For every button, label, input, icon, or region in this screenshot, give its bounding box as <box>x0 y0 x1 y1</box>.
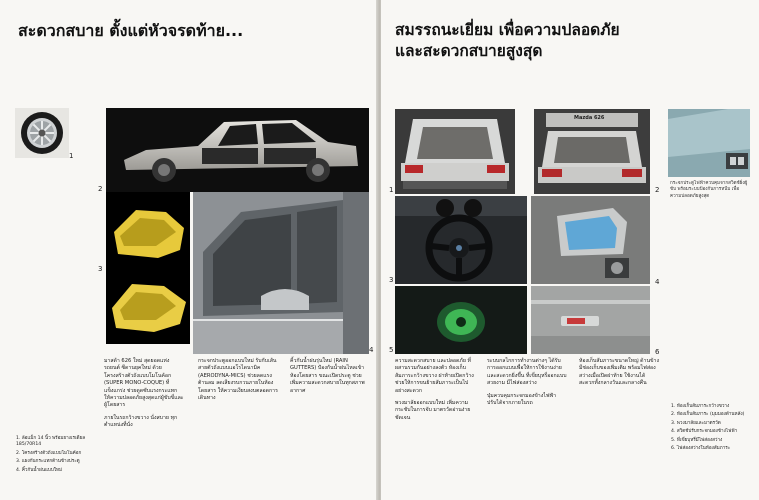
right-body-column-3: ห้องเก็บสัมภาระขนาดใหญ่ ด้านข้างมีช่องเก็บของเพิ่มเติม พร้อมไฟส่องสว่างเมื่อเปิดฝาท้าย ใช้งานได้สะดวกทั้งกลางวันและกลางคืน <box>579 358 659 387</box>
photo-number-3: 3 <box>98 265 103 273</box>
right-body-column-1: ความสะดวกสบาย และปลอดภัย ที่ผสานรวมกันอย่างลงตัว ห้องเก็บสัมภาระกว้างขวาง ฝาท้ายเปิดกว้าง ช่วยให้การขนย้ายสัมภาระเป็นไปอย่างสะดวก พวงมาลัยออกแบบใหม่ เพิ่มความกระชับในการจับ มาตรวัดอ่านง่ายชัดเจน <box>395 358 474 421</box>
model-badge: Mazda 626 <box>574 115 605 121</box>
photo-number-1: 1 <box>69 152 74 160</box>
photo-number-r4: 4 <box>655 278 660 286</box>
right-page <box>381 0 759 500</box>
left-page <box>0 0 378 500</box>
photo-window-switch <box>668 109 750 177</box>
photo-mirror-control <box>531 196 650 284</box>
left-headline: สะดวกสบาย ตั้งแต่หัวจรดท้าย... <box>18 21 244 40</box>
left-photo-legend: 1. ล้อแม็ก 14 นิ้ว พร้อมยางเรเดียล 185/70R14 2. โครงสร้างตัวถังแบบโมโนค้อก 3. แผงกันกระแทกด้านข้างประตู 4. คิ้วกันน้ำฝนแบบใหม่ <box>16 436 86 473</box>
photo-side-window <box>193 192 369 354</box>
photo-number-4: 4 <box>369 346 374 354</box>
right-body-column-2: ระบบกลไกการทำงานต่างๆ ได้รับการออกแบบเพื่อให้การใช้งานง่ายและสะดวกยิ่งขึ้น ที่เขี่ยบุหรี่ออกแบบสวยงาม มีไฟส่องสว่าง ปุ่มควบคุมกระจกมองข้างไฟฟ้า ปรับได้จากภายในรถ <box>487 358 567 407</box>
photo-number-r5: 5 <box>389 346 394 354</box>
photo-number-r6: 6 <box>655 348 660 356</box>
photo-number-2: 2 <box>98 185 103 193</box>
photo-trunk-rear <box>534 109 650 194</box>
photo-ashtray <box>395 286 527 354</box>
photo-trunk-light <box>531 286 650 354</box>
photo-number-r3: 3 <box>389 276 394 284</box>
left-body-column-1: มาสด้า 626 ใหม่ สุดยอดแห่งรถยนต์ ซีดานยุคใหม่ ด้วยโครงสร้างตัวถังแบบโมโนค้อก (SUPER MONO-COQUE) ที่แข็งแกร่ง ช่วยดูดซับแรงกระแทก ให้ความปลอดภัยสูงสุดแก่ผู้ขับขี่และผู้โดยสาร ภายในรถกว้างขวาง นั่งสบาย ทุกตำแหน่งที่นั่ง <box>104 358 184 429</box>
photo-wheel <box>15 108 69 158</box>
left-body-column-3: คิ้วกันน้ำฝนรุ่นใหม่ (RAIN GUTTERS) ป้องกันน้ำฝนไหลเข้าห้องโดยสาร ขณะเปิดประตู ช่วยเพิ่มความสะดวกสบายในทุกสภาพอากาศ <box>290 358 365 394</box>
window-switch-caption: กระจกประตูไฟฟ้าควบคุมจากสวิตช์ฝั่งผู้ขับ พร้อมระบบป้องกันการหนีบ เพื่อความปลอดภัยสูงสุด <box>670 181 748 199</box>
photo-steering-wheel <box>395 196 527 284</box>
left-body-column-2: กระจกประตูออกแบบใหม่ รับกับเส้นสายตัวถังแบบแอโรไดนามิค (AERODYNA-MICS) ช่วยลดแรงต้านลม ลดเสียงรบกวนภายในห้องโดยสาร ให้ความเงียบสงบตลอดการเดินทาง <box>198 358 278 402</box>
photo-structure-yellow <box>106 192 190 344</box>
photo-number-r2: 2 <box>655 186 660 194</box>
right-headline: สมรรถนะเยี่ยม เพื่อความปลอดภัย และสะดวกสบายสูงสุด <box>395 21 620 60</box>
photo-open-trunk <box>395 109 515 194</box>
photo-body-shell <box>106 108 369 192</box>
photo-number-r1: 1 <box>389 186 394 194</box>
right-photo-legend: 1. ห้องเก็บสัมภาระกว้างขวาง 2. ห้องเก็บสัมภาระ (มุมมองด้านหลัง) 3. พวงมาลัยและมาตรวัด 4. สวิตช์ปรับกระจกมองข้างไฟฟ้า 5. ที่เขี่ยบุหรี่มีไฟส่องสว่าง 6. ไฟส่องสว่างในห้องสัมภาระ <box>671 404 745 452</box>
